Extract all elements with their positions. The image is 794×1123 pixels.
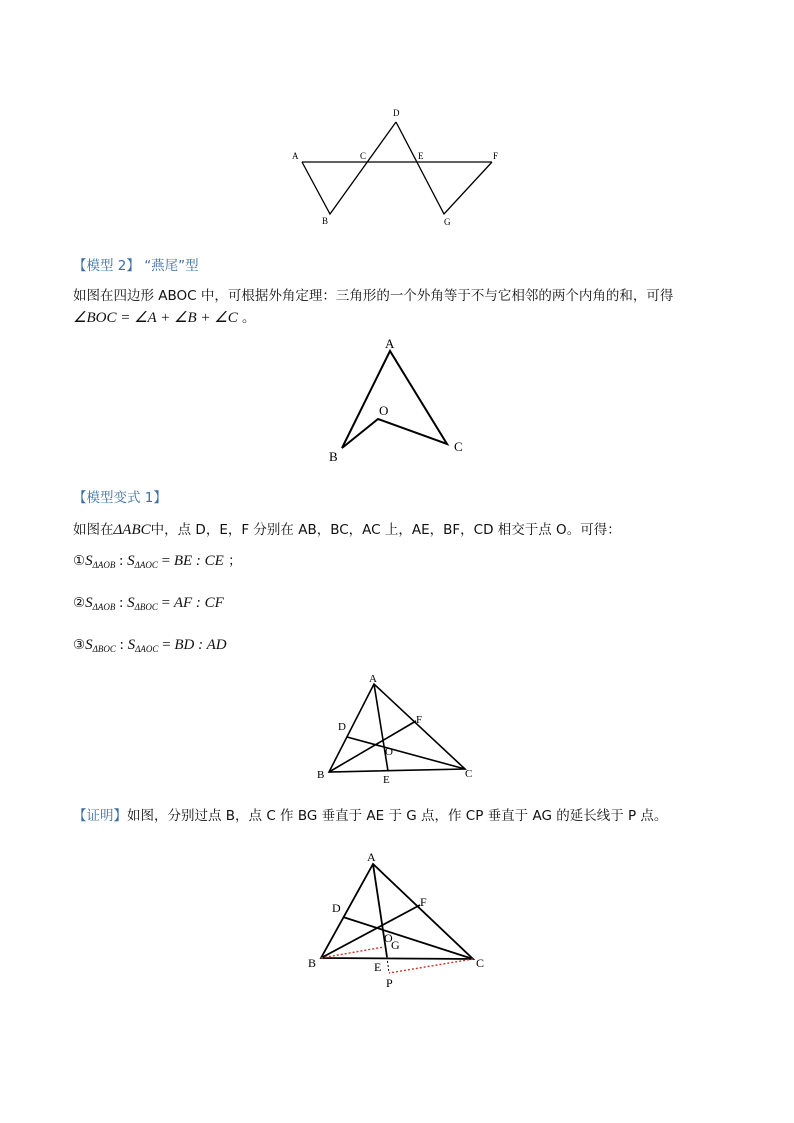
heading-bracket-open: 【: [73, 808, 87, 824]
model2-heading-text: 模型 2: [86, 258, 127, 274]
heading-bracket-open: 【: [73, 490, 87, 506]
label-a: A: [367, 850, 376, 864]
ratio-rhs: BE : CE: [173, 553, 224, 569]
label-c: C: [465, 768, 473, 780]
label-p: P: [386, 976, 393, 990]
figure-proof: [300, 845, 495, 995]
label-b: B: [308, 956, 317, 970]
variant1-heading-text: 模型变式 1: [86, 490, 154, 506]
area-subscript-1: ΔBOC: [92, 644, 116, 654]
triangle-abc: [329, 684, 465, 772]
model2-heading: [73, 256, 199, 276]
proof-heading-text: 证明: [86, 808, 114, 824]
variant1-heading: [73, 488, 167, 508]
variant1-intro-suffix: 中，点 D，E，F 分别在 AB，BC，AC 上，AE，BF，CD 相交于点 O。可得：: [150, 522, 621, 538]
label-b: B: [322, 216, 329, 226]
label-a: A: [385, 336, 395, 351]
model2-formula-end: 。: [237, 310, 256, 326]
figure-dart: [320, 335, 480, 470]
label-g: G: [391, 938, 400, 952]
model2-heading-suffix: “燕尾”型: [144, 258, 199, 274]
label-a: A: [369, 673, 377, 685]
label-f: F: [416, 714, 423, 726]
label-d: D: [332, 901, 341, 915]
item-number: ②: [73, 595, 86, 611]
label-d: D: [393, 108, 400, 118]
triangle-abc: [302, 122, 396, 214]
heading-bracket-open: 【: [73, 258, 87, 274]
label-f: F: [493, 151, 499, 161]
model2-formula-line: [73, 308, 256, 328]
model2-body-line1: 如图在四边形 ABOC 中，可根据外角定理：三角形的一个外角等于不与它相邻的两个内角的和，可得: [73, 288, 674, 304]
item-number: ③: [73, 637, 86, 653]
item-end: ；: [223, 553, 242, 569]
area-subscript-1: ΔAOB: [92, 560, 116, 570]
cevian-cd: [343, 917, 473, 959]
figure-zigzag: [280, 100, 520, 235]
figure-cevians: [305, 670, 490, 790]
heading-bracket-close: 】: [113, 808, 127, 824]
quadrilateral-aboc: [342, 351, 447, 448]
variant1-intro-prefix: 如图在: [73, 522, 114, 538]
label-o: O: [384, 931, 393, 945]
label-c: C: [454, 439, 463, 454]
label-o: O: [385, 746, 393, 758]
label-c: C: [360, 151, 367, 161]
label-o: O: [379, 403, 389, 418]
perpendicular-cp: [389, 959, 473, 973]
proof-line: [73, 806, 667, 826]
ratio-rhs: AF : CF: [173, 595, 224, 611]
label-e: E: [383, 774, 390, 786]
heading-bracket-close: 】: [126, 258, 140, 274]
heading-bracket-close: 】: [153, 490, 167, 506]
variant1-item-1: $①S_{\Delta AOB}$ : $S_{\Delta AOC}$ = BE : CE ；: [73, 553, 242, 570]
variant1-item-3: $③S_{\Delta BOC}$ : $S_{\Delta AOC}$ = BD : AD: [73, 637, 227, 654]
area-subscript-2: ΔAOC: [135, 644, 159, 654]
extension-ep: [387, 957, 389, 973]
area-subscript-2: ΔBOC: [134, 602, 158, 612]
label-b: B: [329, 449, 338, 464]
variant1-item-2: $②S_{\Delta AOB}$ : $S_{\Delta BOC}$ = AF : CF: [73, 595, 224, 612]
model2-formula: ∠BOC = ∠A + ∠B + ∠C: [73, 310, 238, 326]
item-number: ①: [73, 553, 86, 569]
label-c: C: [476, 956, 485, 970]
triangle-dgf: [396, 122, 492, 214]
area-subscript-2: ΔAOC: [134, 560, 158, 570]
label-a: A: [292, 151, 299, 161]
variant1-intro-triangle: ΔABC: [113, 522, 151, 538]
label-e: E: [418, 151, 424, 161]
label-f: F: [420, 895, 427, 909]
ratio-rhs: BD : AD: [174, 637, 227, 653]
proof-text: 如图，分别过点 B，点 C 作 BG 垂直于 AE 于 G 点，作 CP 垂直于 AG 的延长线于 P 点。: [127, 808, 668, 824]
area-subscript-1: ΔAOB: [92, 602, 116, 612]
label-e: E: [374, 960, 382, 974]
label-d: D: [338, 721, 346, 733]
variant1-intro: [73, 520, 621, 540]
label-g: G: [444, 217, 451, 227]
label-b: B: [317, 769, 325, 781]
